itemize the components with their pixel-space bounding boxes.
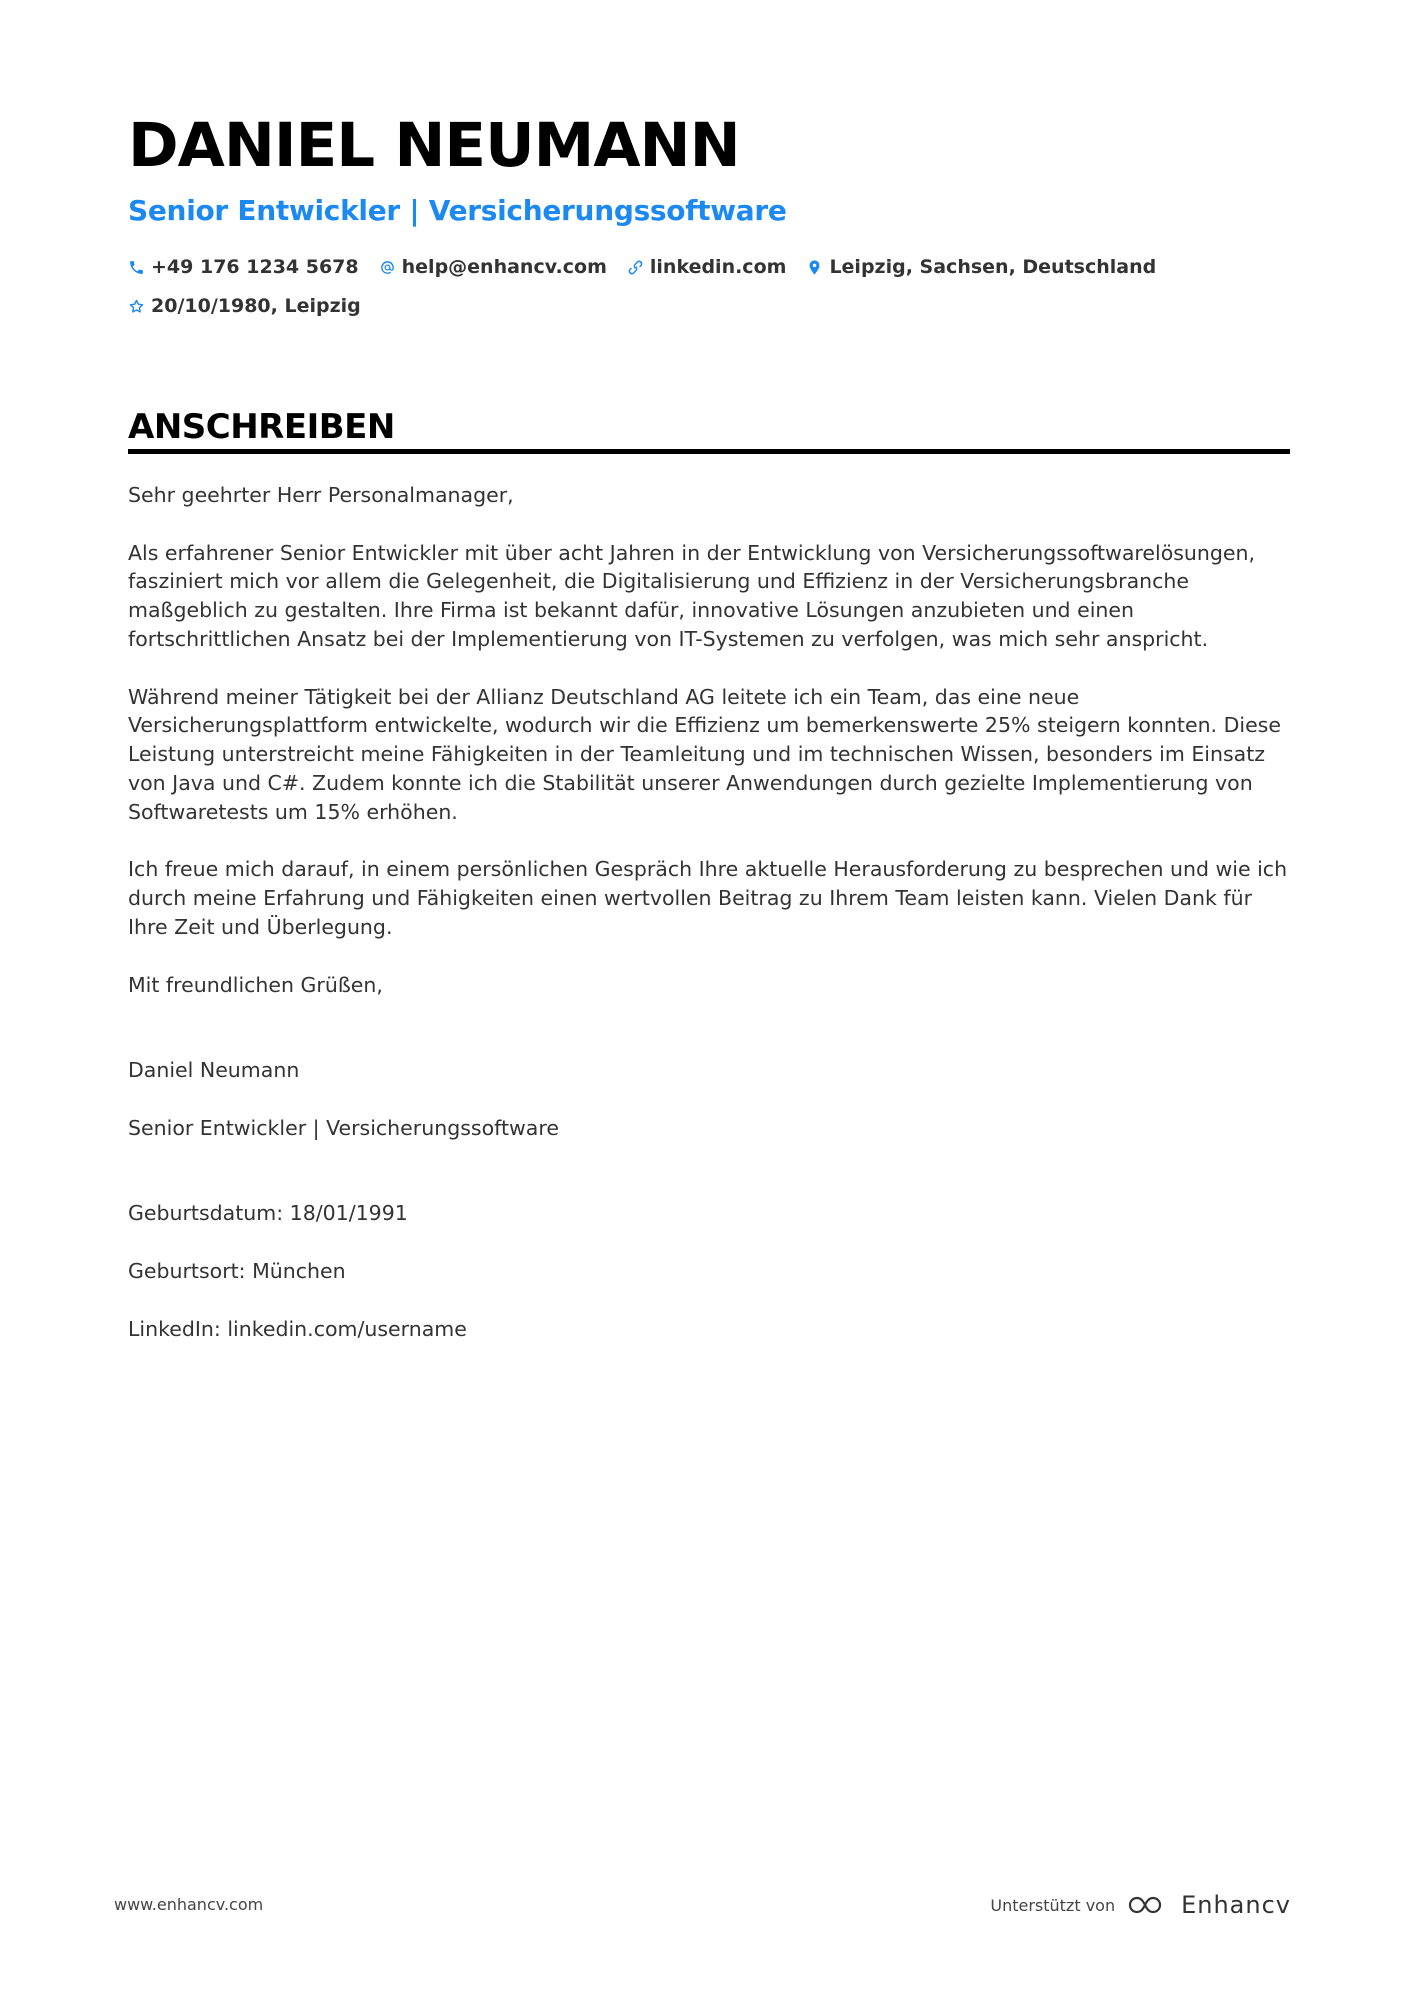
detail-birthdate: Geburtsdatum: 18/01/1991 bbox=[128, 1201, 408, 1226]
contact-info bbox=[128, 254, 1290, 332]
letter-paragraph: Während meiner Tätigkeit bei der Allianz Deutschland AG leitete ich ein Team, das eine neue Versicherungsplattform entwickelte, wodurch wir die Effizienz um bemerkenswerte 25% steigern konnten. Diese Leistung unterstreicht meine Fähigkeiten in der Teamleitung und im technischen Wissen, besonders im Einsatz von Java und C#. Zudem konnte ich die Stabilität unserer Anwendungen durch gezielte Implementierung von Softwaretests um 15% erhöhen. bbox=[128, 684, 1281, 824]
contact-row bbox=[128, 254, 1290, 280]
signature-title: Senior Entwickler | Versicherungssoftware bbox=[128, 1115, 559, 1140]
signature-name: Daniel Neumann bbox=[128, 1058, 300, 1083]
salutation: Sehr geehrter Herr Personalmanager, bbox=[128, 483, 514, 507]
contact-phone[interactable] bbox=[128, 256, 359, 278]
location-text: Leipzig, Sachsen, Deutschland bbox=[829, 256, 1157, 278]
birth-text: 20/10/1980, Leipzig bbox=[151, 295, 361, 317]
enhancv-logo-icon bbox=[1127, 1893, 1173, 1917]
location-icon bbox=[806, 259, 823, 276]
spacer bbox=[128, 1171, 1290, 1199]
footer-website[interactable]: www.enhancv.com bbox=[114, 1895, 264, 1914]
phone-icon bbox=[128, 259, 145, 276]
spacer bbox=[128, 1028, 1290, 1056]
contact-email[interactable] bbox=[379, 256, 607, 278]
star-icon bbox=[128, 298, 145, 315]
letter-paragraph: Ich freue mich darauf, in einem persönlichen Gespräch Ihre aktuelle Herausforderung zu besprechen und wie ich durch meine Erfahrung und Fähigkeiten einen wertvollen Beitrag zu Ihrem Team leisten kann. Vielen Dank für Ihre Zeit und Überlegung. bbox=[128, 857, 1288, 939]
section-divider bbox=[128, 449, 1290, 454]
detail-birthplace: Geburtsort: München bbox=[128, 1258, 346, 1283]
contact-location bbox=[806, 256, 1156, 278]
linkedin-text: linkedin.com bbox=[649, 256, 787, 278]
contact-birth bbox=[128, 295, 361, 317]
powered-by-text: Unterstützt von bbox=[990, 1895, 1116, 1915]
at-icon bbox=[379, 259, 396, 276]
letter-paragraph: Als erfahrener Senior Entwickler mit über acht Jahren in der Entwicklung von Versicherungssoftwarelösungen, fasziniert mich vor allem die Gelegenheit, die Digitalisierung und Effizienz in der Versicherungsbranche maßgeblich zu gestalten. Ihre Firma ist bekannt dafür, innovative Lösungen anzubieten und einen fortschrittlichen Ansatz bei der Implementierung von IT-Systemen zu verfolgen, was mich sehr anspricht. bbox=[128, 540, 1256, 651]
link-icon bbox=[627, 259, 644, 276]
section-title: ANSCHREIBEN bbox=[128, 407, 395, 447]
phone-text: +49 176 1234 5678 bbox=[151, 256, 359, 278]
detail-linkedin: LinkedIn: linkedin.com/username bbox=[128, 1316, 467, 1341]
contact-linkedin[interactable] bbox=[627, 256, 787, 278]
candidate-headline: Senior Entwickler | Versicherungssoftware bbox=[128, 194, 787, 227]
closing: Mit freundlichen Grüßen, bbox=[128, 972, 383, 997]
letter-body bbox=[128, 481, 1290, 1372]
candidate-name: DANIEL NEUMANN bbox=[128, 110, 740, 181]
footer-branding bbox=[990, 1891, 1291, 1919]
contact-row bbox=[128, 293, 1290, 319]
brand-name[interactable]: Enhancv bbox=[1181, 1891, 1291, 1919]
email-text: help@enhancv.com bbox=[401, 256, 607, 278]
